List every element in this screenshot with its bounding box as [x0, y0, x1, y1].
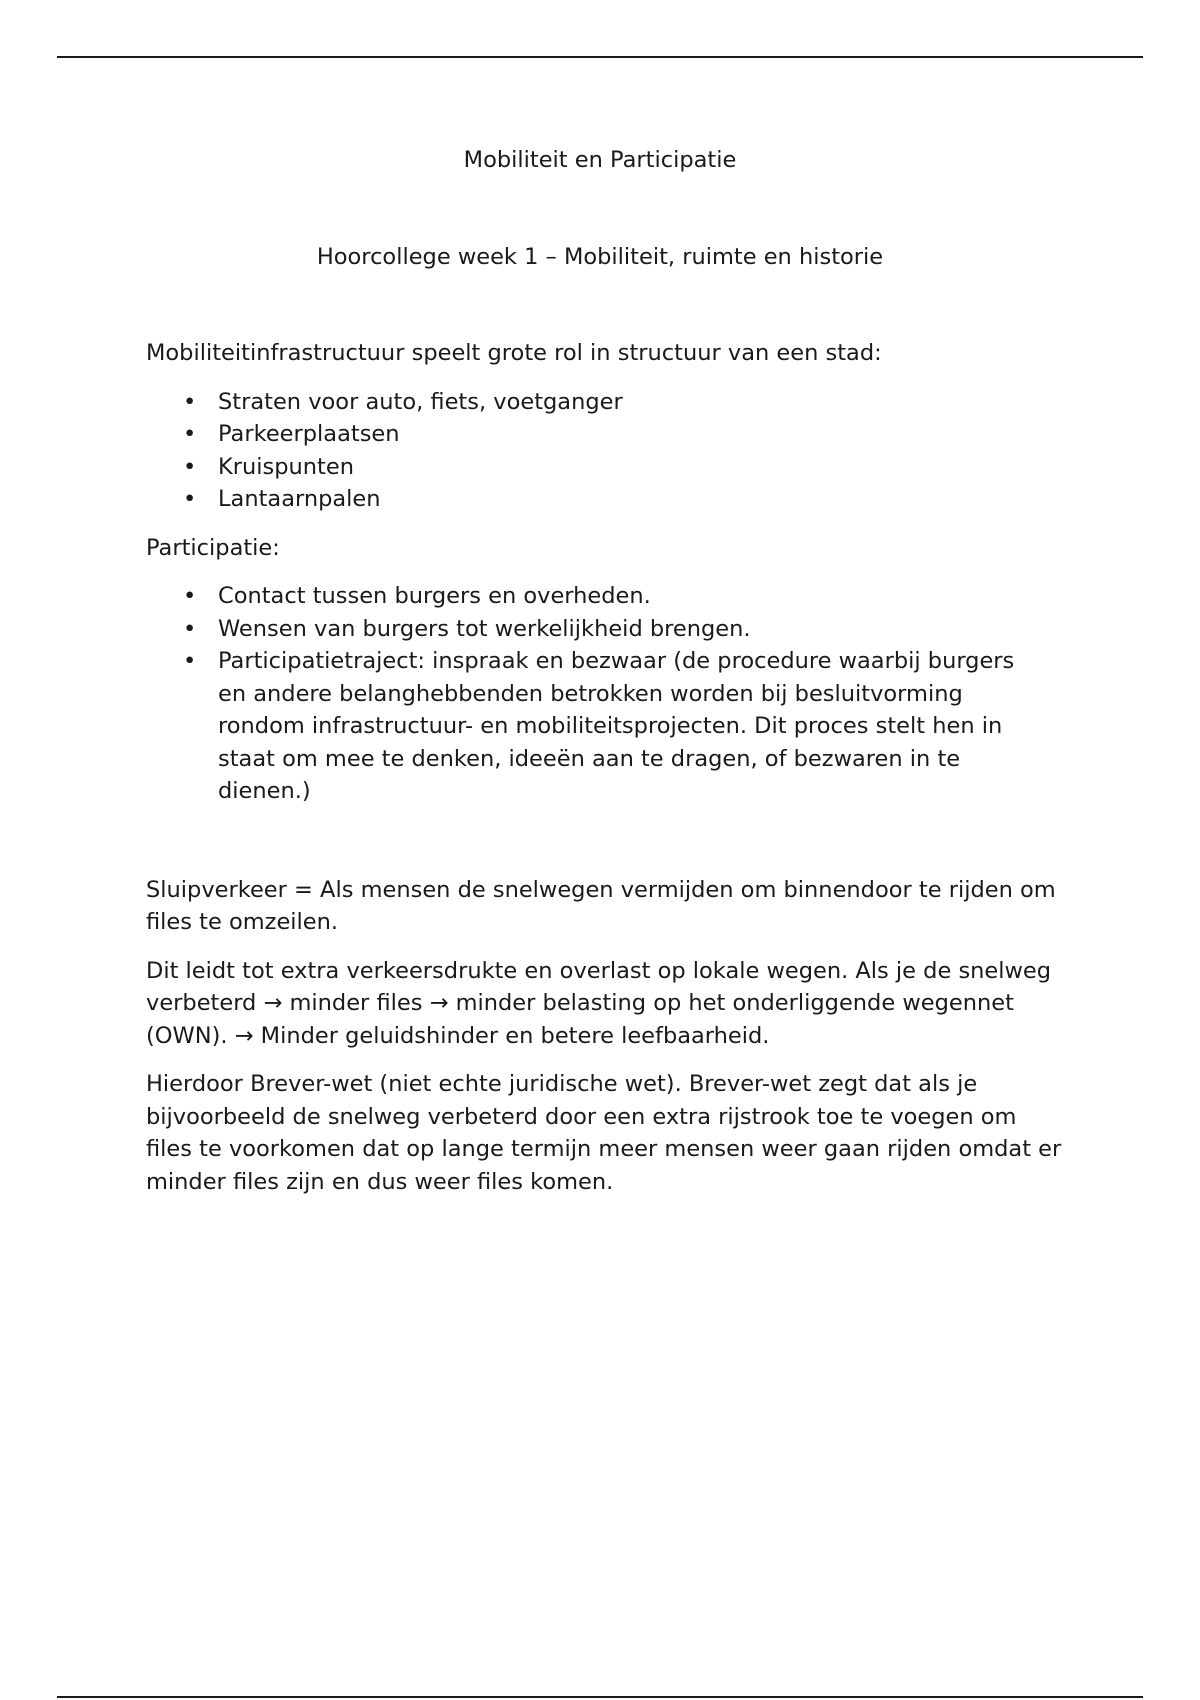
- infrastructure-intro: Mobiliteitinfrastructuur speelt grote rol in structuur van een stad:: [146, 340, 882, 366]
- document-body: [146, 337, 1066, 1198]
- bullet-icon: •: [183, 421, 197, 447]
- list-item-text: Parkeerplaatsen: [218, 421, 400, 447]
- list-item: [146, 645, 1048, 808]
- infrastructure-list: [146, 386, 1066, 516]
- list-item: [146, 418, 1048, 451]
- list-item: [146, 386, 1048, 419]
- list-item-text: Kruispunten: [218, 453, 354, 480]
- bottom-rule: [57, 1696, 1143, 1698]
- lecture-title: Hoorcollege week 1 – Mobiliteit, ruimte en historie: [316, 244, 884, 270]
- participation-list: [146, 580, 1066, 808]
- brever-wet-paragraph: Hierdoor Brever-wet (niet echte juridische wet). Brever-wet zegt dat als je bijvoorbeeld de snelweg verbeterd door een extra rijstrook toe te voegen om files te voorkomen dat op lange termijn meer mensen weer gaan rijden omdat er minder files zijn en dus weer files komen.: [146, 1071, 1062, 1195]
- list-item-text: Wensen van burgers tot werkelijkheid brengen.: [218, 615, 751, 642]
- bullet-icon: •: [183, 486, 197, 512]
- sluipverkeer-consequence: Dit leidt tot extra verkeersdrukte en overlast op lokale wegen. Als je de snelweg verbeterd → minder files → minder belasting op het onderliggende wegennet (OWN). → Minder geluidshinder en betere leefbaarheid.: [146, 957, 1052, 1049]
- document-title: Mobiliteit en Participatie: [463, 147, 737, 173]
- list-item-text: Participatietraject: inspraak en bezwaar (de procedure waarbij burgers en andere belanghebbenden betrokken worden bij besluitvorming rondom infrastructuur- en mobiliteitsprojecten. Dit proces stelt hen in staat om mee te denken, ideeën aan te dragen, of bezwaren in te dienen.): [218, 648, 1015, 804]
- list-item-text: Contact tussen burgers en overheden.: [218, 583, 651, 609]
- top-rule: [57, 56, 1143, 58]
- bullet-icon: •: [183, 388, 197, 415]
- list-item: [146, 451, 1048, 484]
- list-item: [146, 580, 1048, 613]
- list-item-text: Lantaarnpalen: [218, 486, 381, 512]
- list-item-text: Straten voor auto, fiets, voetganger: [218, 388, 623, 415]
- bullet-icon: •: [183, 583, 197, 609]
- bullet-icon: •: [183, 453, 197, 480]
- bullet-icon: •: [183, 615, 197, 642]
- sluipverkeer-definition: Sluipverkeer = Als mensen de snelwegen vermijden om binnendoor te rijden om files te omzeilen.: [146, 876, 1056, 935]
- list-item: [146, 613, 1048, 646]
- bullet-icon: •: [183, 648, 197, 674]
- participation-heading: Participatie:: [146, 534, 280, 561]
- list-item: [146, 483, 1048, 516]
